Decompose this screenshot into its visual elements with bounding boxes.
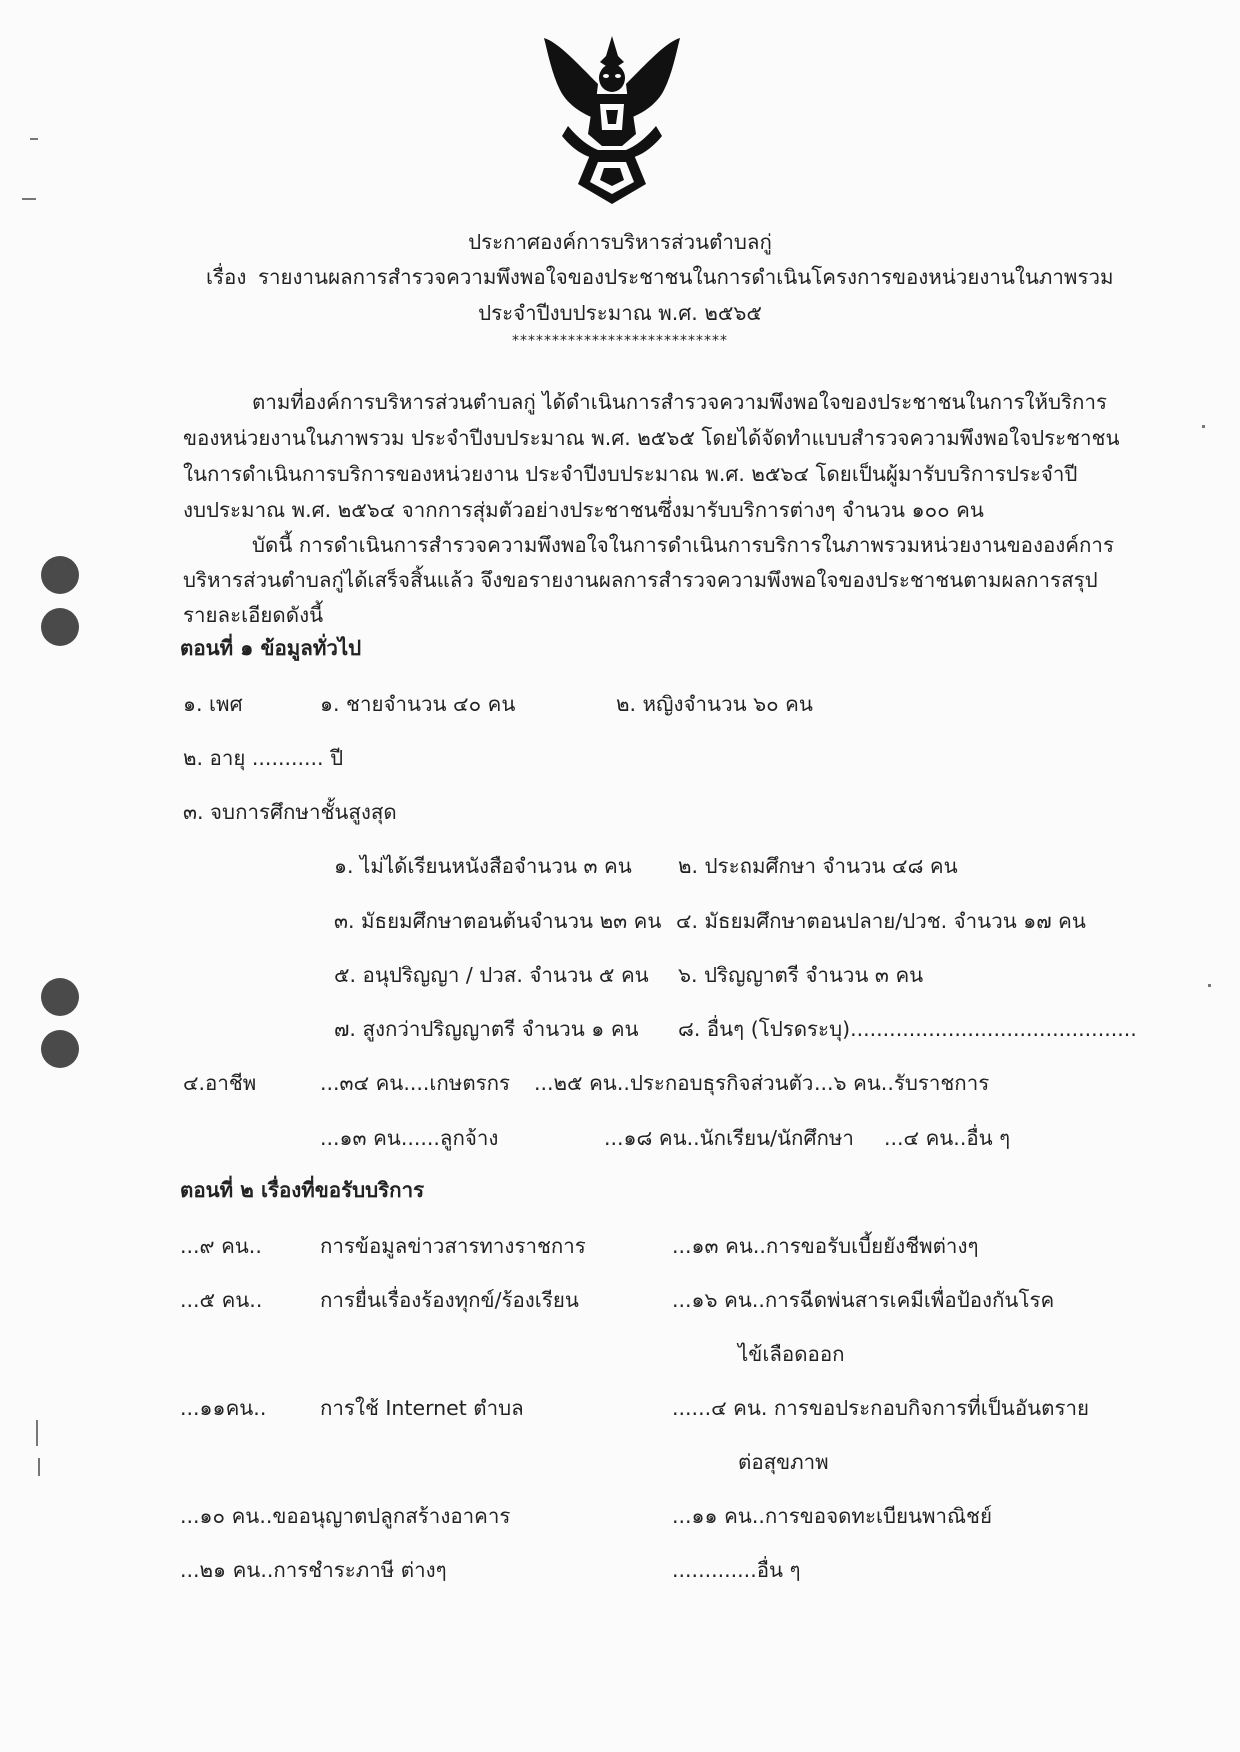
document-title: ประกาศองค์การบริหารส่วนตำบลกู่ [468,230,772,254]
intro-line: รายละเอียดดังนี้ [183,603,324,627]
education-item: ๔. มัธยมศึกษาตอนปลาย/ปวช. จำนวน ๑๗ คน [676,909,1086,933]
service-right: ...๑๑ คน..การขอจดทะเบียนพาณิชย์ [672,1504,992,1528]
occupation-item: ...๑๘ คน..นักเรียน/นักศึกษา [604,1126,854,1150]
service-name: การยื่นเรื่องร้องทุกข์/ร้องเรียน [320,1288,579,1312]
service-right: ...๑๓ คน..การขอรับเบี้ยยังชีพต่างๆ [672,1234,979,1258]
punch-hole [41,556,79,594]
service-count: ...๕ คน.. [180,1288,263,1312]
intro-line: บริหารส่วนตำบลกู่ได้เสร็จสิ้นแล้ว จึงขอรายงานผลการสำรวจความพึงพอใจของประชาชนตามผลการสรุป [183,568,1098,592]
garuda-emblem-icon [538,34,686,206]
service-left: ...๒๑ คน..การชำระภาษี ต่างๆ [180,1558,447,1582]
scan-mark [30,138,38,140]
education-item: ๑. ไม่ได้เรียนหนังสือจำนวน ๓ คน [334,854,632,878]
occupation-item: ...๔ คน..อื่น ๆ [884,1126,1011,1150]
gender-female: ๒. หญิงจำนวน ๖๐ คน [616,692,813,716]
punch-hole [41,978,79,1016]
part2-heading: ตอนที่ ๒ เรื่องที่ขอรับบริการ [180,1178,425,1202]
service-left: ...๑๐ คน..ขออนุญาตปลูกสร้างอาคาร [180,1504,511,1528]
punch-hole [41,1030,79,1068]
service-right-cont: ไข้เลือดออก [738,1342,845,1366]
education-item: ๓. มัธยมศึกษาตอนต้นจำนวน ๒๓ คน [334,909,662,933]
service-right: ...๑๖ คน..การฉีดพ่นสารเคมีเพื่อป้องกันโรค [672,1288,1055,1312]
scan-mark [1208,984,1211,987]
scan-mark [22,198,36,200]
subject-prefix: เรื่อง [206,265,247,289]
service-right: .............อื่น ๆ [672,1558,801,1582]
service-count: ...๑๑คน.. [180,1396,267,1420]
subject-text: รายงานผลการสำรวจความพึงพอใจของประชาชนในการดำเนินโครงการของหน่วยงานในภาพรวม [258,265,1114,289]
intro-line: งบประมาณ พ.ศ. ๒๕๖๔ จากการสุ่มตัวอย่างประชาชนซึ่งมารับบริการต่างๆ จำนวน ๑๐๐ คน [183,498,984,522]
separator-stars: *************************** [512,333,728,349]
intro-line: ของหน่วยงานในภาพรวม ประจำปีงบประมาณ พ.ศ. ๒๕๖๕ โดยได้จัดทำแบบสำรวจความพึงพอใจประชาชน [183,426,1120,450]
education-item: ๗. สูงกว่าปริญญาตรี จำนวน ๑ คน [334,1017,639,1041]
occupation-label: ๔.อาชีพ [183,1071,257,1095]
occupation-item: ...๖ คน..รับราชการ [814,1071,990,1095]
service-right: ......๔ คน. การขอประกอบกิจการที่เป็นอันตราย [672,1396,1089,1420]
education-item: ๕. อนุปริญญา / ปวส. จำนวน ๕ คน [334,963,649,987]
scan-mark [36,1420,38,1446]
service-name: การใช้ Internet ตำบล [320,1396,524,1420]
education-item: ๘. อื่นๆ (โปรดระบุ)............................................ [678,1017,1137,1041]
intro-line: บัดนี้ การดำเนินการสำรวจความพึงพอใจในการดำเนินการบริการในภาพรวมหน่วยงานขององค์การ [252,533,1114,557]
fiscal-year: ประจำปีงบประมาณ พ.ศ. ๒๕๖๕ [478,301,762,325]
intro-line: ในการดำเนินการบริการของหน่วยงาน ประจำปีงบประมาณ พ.ศ. ๒๕๖๔ โดยเป็นผู้มารับบริการประจำปี [183,462,1078,486]
education-label: ๓. จบการศึกษาชั้นสูงสุด [183,800,397,824]
punch-hole [41,608,79,646]
gender-label: ๑. เพศ [183,692,243,716]
scan-mark [1202,425,1205,428]
occupation-item: ...๓๔ คน....เกษตรกร [320,1071,511,1095]
intro-line: ตามที่องค์การบริหารส่วนตำบลกู่ ได้ดำเนินการสำรวจความพึงพอใจของประชาชนในการให้บริการ [252,390,1107,414]
service-count: ...๙ คน.. [180,1234,262,1258]
gender-male: ๑. ชายจำนวน ๔๐ คน [320,692,516,716]
service-name: การข้อมูลข่าวสารทางราชการ [320,1234,586,1258]
occupation-item: ...๑๓ คน......ลูกจ้าง [320,1126,499,1150]
scan-mark [38,1458,40,1476]
education-item: ๖. ปริญญาตรี จำนวน ๓ คน [678,963,924,987]
occupation-item: ...๒๕ คน..ประกอบธุรกิจส่วนตัว [534,1071,814,1095]
education-item: ๒. ประถมศึกษา จำนวน ๔๘ คน [678,854,958,878]
age-label: ๒. อายุ ........... ปี [183,746,344,770]
part1-heading: ตอนที่ ๑ ข้อมูลทั่วไป [180,636,362,660]
service-right-cont: ต่อสุขภาพ [738,1450,829,1474]
